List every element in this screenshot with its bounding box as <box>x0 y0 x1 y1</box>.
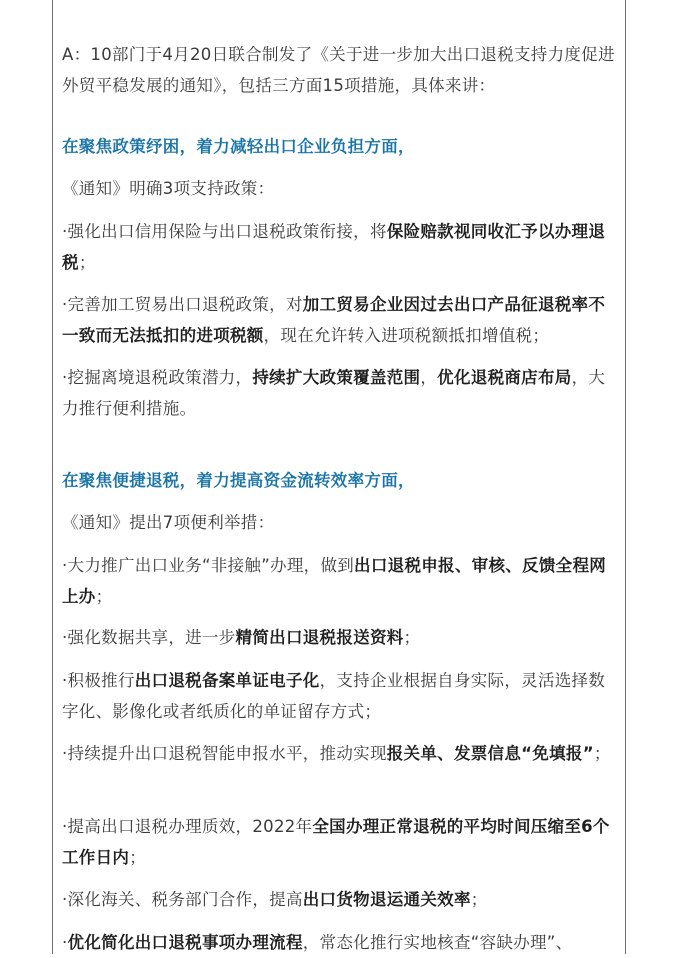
list-item: ·完善加工贸易出口退税政策，对加工贸易企业因过去出口产品征退税率不一致而无法抵扣的进项税额，现在允许转入进项税额抵扣增值税； <box>62 295 606 345</box>
intro-paragraph <box>62 39 618 101</box>
answer-prefix: A： <box>62 45 91 64</box>
list-item: ·提高出口退税办理质效，2022年全国办理正常退税的平均时间压缩至6个工作日内； <box>62 817 610 867</box>
intro-text: 10部门于4月20日联合制发了《关于进一步加大出口退税支持力度促进外贸平稳发展的通知》，包括三方面15项措施，具体来讲： <box>62 45 615 95</box>
list-item: ·优化简化出口退税事项办理流程，常态化推行实地核查“容缺办理”、 <box>62 933 573 952</box>
list-item: ·强化出口信用保险与出口退税政策衔接，将保险赔款视同收汇予以办理退税； <box>62 222 606 272</box>
section1-heading: 在聚焦政策纾困，着力减轻出口企业负担方面， <box>62 137 415 156</box>
section1-lead: 《通知》明确3项支持政策： <box>62 179 275 198</box>
list-item: ·持续提升出口退税智能申报水平，推动实现报关单、发票信息“免填报”； <box>62 744 611 763</box>
list-item: ·大力推广出口业务“非接触”办理，做到出口退税申报、审核、反馈全程网上办； <box>62 556 607 606</box>
section2-heading: 在聚焦便捷退税，着力提高资金流转效率方面， <box>62 471 415 490</box>
list-item: ·深化海关、税务部门合作，提高出口货物退运通关效率； <box>62 890 488 909</box>
list-item: ·积极推行出口退税备案单证电子化，支持企业根据自身实际，灵活选择数字化、影像化或者纸质化的单证留存方式； <box>62 671 606 721</box>
list-item: ·挖掘离境退税政策潜力，持续扩大政策覆盖范围，优化退税商店布局，大力推行便利措施。 <box>62 368 606 418</box>
section2-lead: 《通知》提出7项便利举措： <box>62 513 275 532</box>
list-item: ·强化数据共享，进一步精简出口退税报送资料； <box>62 628 421 647</box>
